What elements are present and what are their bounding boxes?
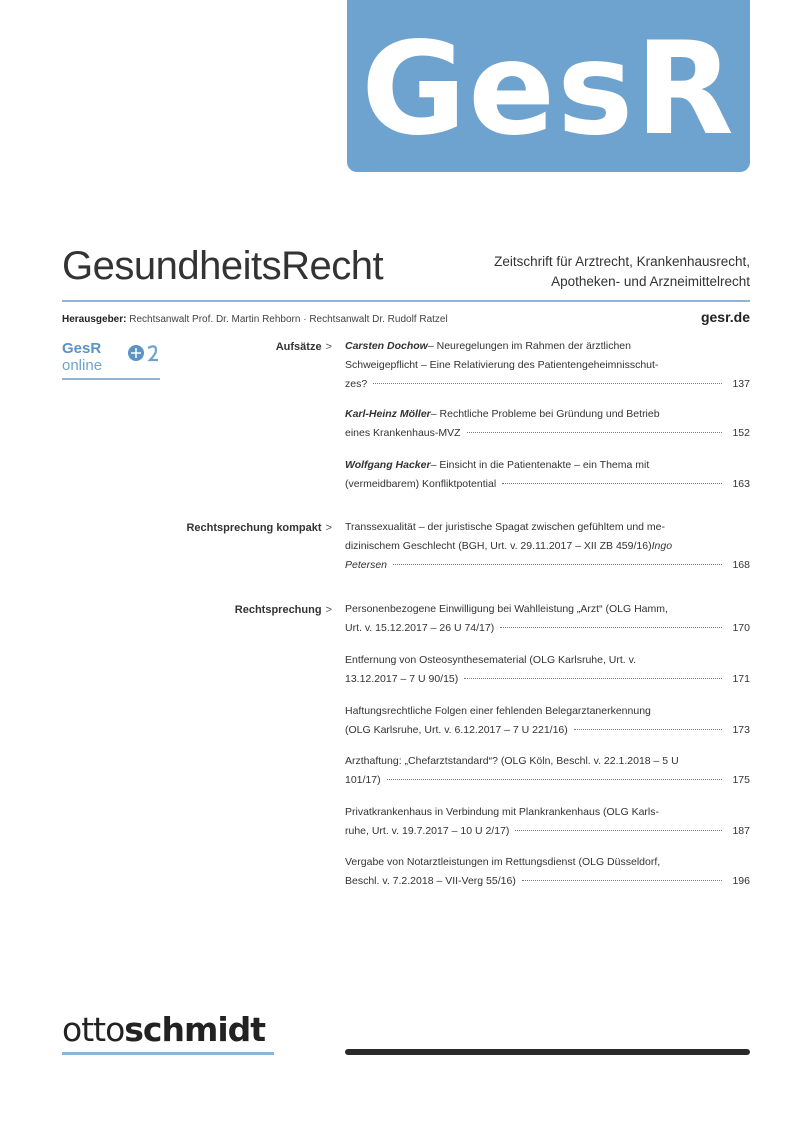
- entry-text: Entfernung von Osteosynthesematerial (OLG Karlsruhe, Urt. v.: [345, 654, 637, 666]
- toc-entry-r5[interactable]: [345, 803, 750, 841]
- footer-bar: [345, 1049, 750, 1055]
- online-badge-line2: online: [62, 357, 103, 374]
- leader-dots: [464, 678, 722, 679]
- entry-text: – Einsicht in die Patientenakte – ein Thema mit: [430, 459, 650, 471]
- section-aufsaetze-label: Aufsätze: [275, 341, 322, 353]
- toc-entry-r3[interactable]: [345, 702, 750, 740]
- entry-text: dizinischem Geschlecht (BGH, Urt. v. 29.11.2017 – XII ZB 459/16): [345, 540, 652, 552]
- entry-author: Wolfgang Hacker: [345, 459, 431, 471]
- entry-annotator: Petersen: [345, 559, 388, 571]
- leader-dots: [522, 880, 722, 881]
- entry-author: Karl-Heinz Möller: [345, 408, 431, 420]
- chevron-right-icon: >: [325, 522, 332, 534]
- leader-dots: [502, 483, 722, 484]
- entry-text: Personenbezogene Einwilligung bei Wahlleistung „Arzt“ (OLG Hamm,: [345, 603, 668, 615]
- entry-text: ruhe, Urt. v. 19.7.2017 – 10 U 2/17): [345, 825, 510, 837]
- website-link[interactable]: gesr.de: [700, 309, 750, 325]
- journal-title: GesundheitsRecht: [62, 244, 384, 288]
- leader-dots: [373, 383, 722, 384]
- toc-entry-r2[interactable]: [345, 651, 750, 689]
- masthead-divider: [62, 300, 750, 302]
- journal-logo-box: [347, 0, 750, 172]
- publisher-underline: [62, 1052, 274, 1055]
- publisher-logo-bold: schmidt: [124, 1010, 266, 1049]
- section-kompakt: [186, 522, 332, 534]
- editors-line: [62, 314, 448, 325]
- entry-page: 152: [732, 427, 750, 439]
- leader-dots: [387, 779, 722, 780]
- entry-page: 175: [732, 774, 750, 786]
- entry-page: 171: [732, 673, 750, 685]
- entry-author: Carsten Dochow: [345, 340, 428, 352]
- entry-page: 168: [732, 559, 750, 571]
- subtitle-line-2: Apotheken- und Arzneimittelrecht: [551, 274, 750, 289]
- entry-text: eines Krankenhaus-MVZ: [345, 427, 461, 439]
- chevron-right-icon: >: [325, 604, 332, 616]
- section-aufsaetze: [276, 341, 332, 353]
- entry-text: Privatkrankenhaus in Verbindung mit Plankrankenhaus (OLG Karls-: [345, 806, 659, 818]
- toc-entry-a2[interactable]: [345, 405, 750, 443]
- journal-logo-text: GesR: [361, 15, 736, 164]
- entry-page: 170: [732, 622, 750, 634]
- editors-label: Herausgeber:: [62, 314, 127, 325]
- entry-text: 13.12.2017 – 7 U 90/15): [345, 673, 459, 685]
- entry-text: – Neuregelungen im Rahmen der ärztlichen: [427, 340, 631, 352]
- toc-entry-k1[interactable]: [345, 518, 750, 575]
- toc-entry-a3[interactable]: [345, 456, 750, 494]
- chevron-right-icon: >: [325, 341, 332, 353]
- toc-entry-r4[interactable]: [345, 752, 750, 790]
- section-rechtsprechung: [235, 604, 332, 616]
- entry-page: 187: [732, 825, 750, 837]
- entry-text: Vergabe von Notarztleistungen im Rettungsdienst (OLG Düsseldorf,: [345, 856, 661, 868]
- entry-text: Schweigepflicht – Eine Relativierung des Patientengeheimnisschut-: [345, 359, 659, 371]
- entry-text: Transsexualität – der juristische Spagat zwischen gefühltem und me-: [345, 521, 666, 533]
- leader-dots: [515, 830, 722, 831]
- leader-dots: [467, 432, 722, 433]
- entry-text: Urt. v. 15.12.2017 – 26 U 74/17): [345, 622, 495, 634]
- entry-text: zes?: [345, 378, 368, 390]
- toc-entry-r6[interactable]: [345, 853, 750, 891]
- section-rechtsprechung-label: Rechtsprechung: [234, 604, 322, 616]
- toc-entry-r1[interactable]: [345, 600, 750, 638]
- entry-text: 101/17): [345, 774, 381, 786]
- subtitle-line-1: Zeitschrift für Arztrecht, Krankenhausrecht,: [494, 254, 750, 269]
- entry-page: 163: [732, 478, 750, 490]
- entry-text: Beschl. v. 7.2.2018 – VII-Verg 55/16): [345, 875, 516, 887]
- editors-names: Rechtsanwalt Prof. Dr. Martin Rehborn · Rechtsanwalt Dr. Rudolf Ratzel: [126, 314, 448, 325]
- online-badge-underline: [62, 378, 160, 380]
- entry-page: 173: [732, 724, 750, 736]
- entry-page: 196: [732, 875, 750, 887]
- entry-text: Arzthaftung: „Chefarztstandard“? (OLG Köln, Beschl. v. 22.1.2018 – 5 U: [345, 755, 679, 767]
- online-app-icon: [126, 340, 162, 364]
- leader-dots: [574, 729, 722, 730]
- online-badge-line1: GesR: [62, 340, 102, 357]
- entry-text: (vermeidbarem) Konfliktpotential: [345, 478, 497, 490]
- entry-text: – Rechtliche Probleme bei Gründung und Betrieb: [430, 408, 660, 420]
- toc-entry-a1[interactable]: [345, 337, 750, 394]
- journal-subtitle: [494, 252, 750, 292]
- leader-dots: [393, 564, 722, 565]
- entry-page: 137: [732, 378, 750, 390]
- entry-text: Haftungsrechtliche Folgen einer fehlenden Belegarztanerkennung: [345, 705, 651, 717]
- leader-dots: [500, 627, 722, 628]
- publisher-logo: [62, 1010, 265, 1049]
- entry-annotator: Ingo: [651, 540, 673, 552]
- section-kompakt-label: Rechtsprechung kompakt: [186, 522, 322, 534]
- entry-text: (OLG Karlsruhe, Urt. v. 6.12.2017 – 7 U 221/16): [345, 724, 568, 736]
- publisher-logo-light: otto: [62, 1010, 125, 1049]
